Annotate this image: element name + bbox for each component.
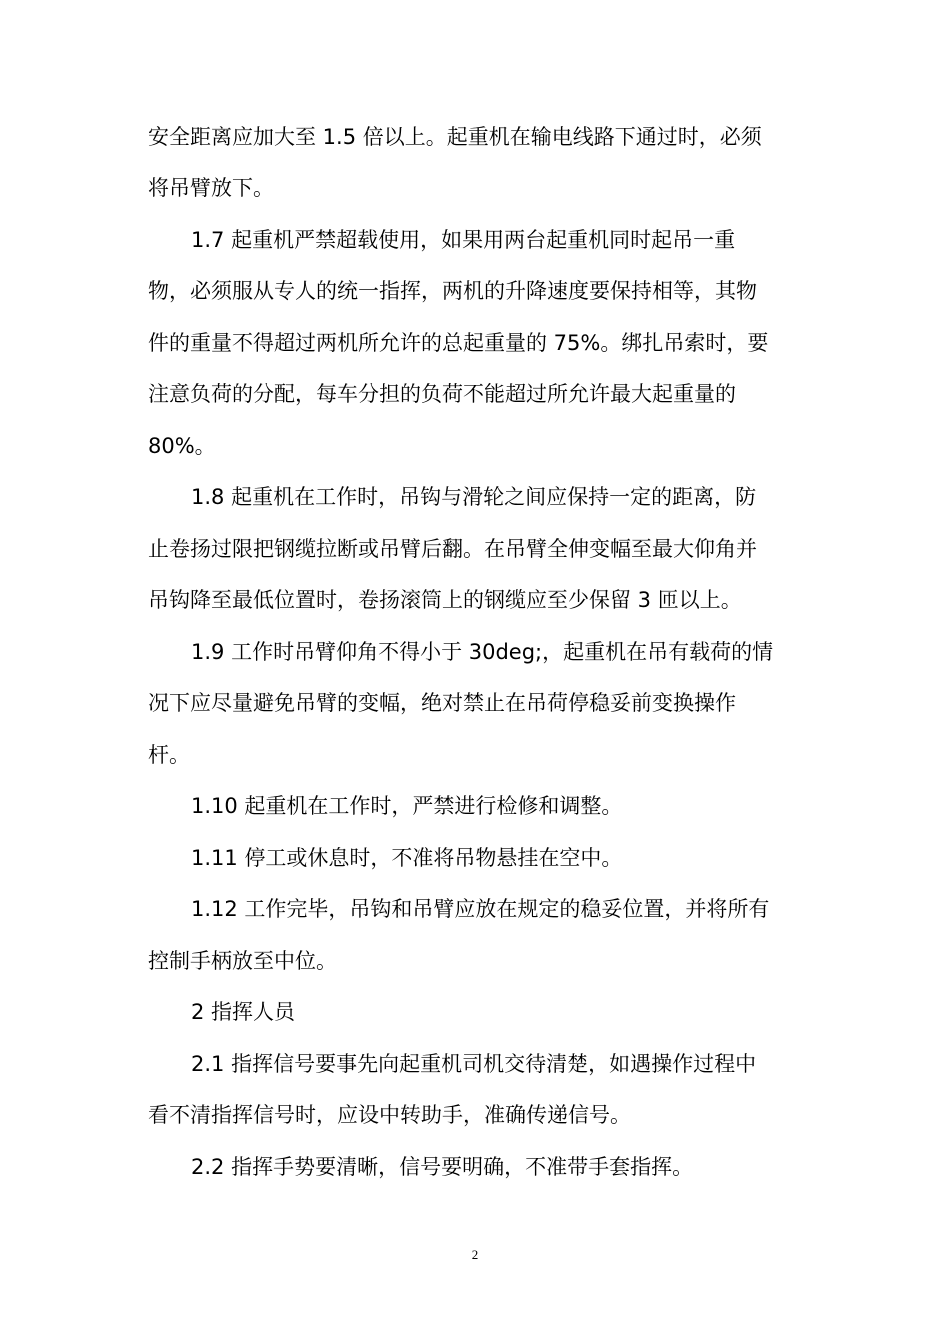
text-line: 止卷扬过限把钢缆拉断或吊臂后翻。在吊臂全伸变幅至最大仰角并 (148, 537, 757, 561)
text-line: 吊钩降至最低位置时，卷扬滚筒上的钢缆应至少保留 3 匝以上。 (148, 588, 742, 612)
text-line: 件的重量不得超过两机所允许的总起重量的 75%。绑扎吊索时，要 (148, 331, 769, 355)
page-number: 2 (471, 1247, 479, 1262)
text-line: 况下应尽量避免吊臂的变幅，绝对禁止在吊荷停稳妥前变换操作 (148, 691, 736, 715)
text-line: 将吊臂放下。 (148, 176, 274, 200)
text-line: 杆。 (148, 743, 190, 767)
paragraph-start: 1.8 起重机在工作时，吊钩与滑轮之间应保持一定的距离，防 (191, 485, 757, 509)
text-line: 看不清指挥信号时，应设中转助手，准确传递信号。 (148, 1103, 631, 1127)
paragraph-start: 2.2 指挥手势要清晰，信号要明确，不准带手套指挥。 (191, 1155, 694, 1179)
paragraph-start: 1.10 起重机在工作时，严禁进行检修和调整。 (191, 794, 623, 818)
text-line: 注意负荷的分配，每车分担的负荷不能超过所允许最大起重量的 (148, 382, 736, 406)
paragraph-start: 1.9 工作时吊臂仰角不得小于 30deg;，起重机在吊有载荷的情 (191, 640, 774, 664)
text-line: 80%。 (148, 434, 216, 458)
section-heading: 2 指挥人员 (191, 1000, 296, 1024)
paragraph-start: 2.1 指挥信号要事先向起重机司机交待清楚，如遇操作过程中 (191, 1052, 757, 1076)
text-line: 安全距离应加大至 1.5 倍以上。起重机在输电线路下通过时，必须 (148, 125, 762, 149)
paragraph-start: 1.7 起重机严禁超载使用，如果用两台起重机同时起吊一重 (191, 228, 736, 252)
paragraph-start: 1.12 工作完毕，吊钩和吊臂应放在规定的稳妥位置，并将所有 (191, 897, 770, 921)
paragraph-start: 1.11 停工或休息时，不准将吊物悬挂在空中。 (191, 846, 623, 870)
text-line: 控制手柄放至中位。 (148, 949, 337, 973)
text-line: 物，必须服从专人的统一指挥，两机的升降速度要保持相等，其物 (148, 279, 757, 303)
